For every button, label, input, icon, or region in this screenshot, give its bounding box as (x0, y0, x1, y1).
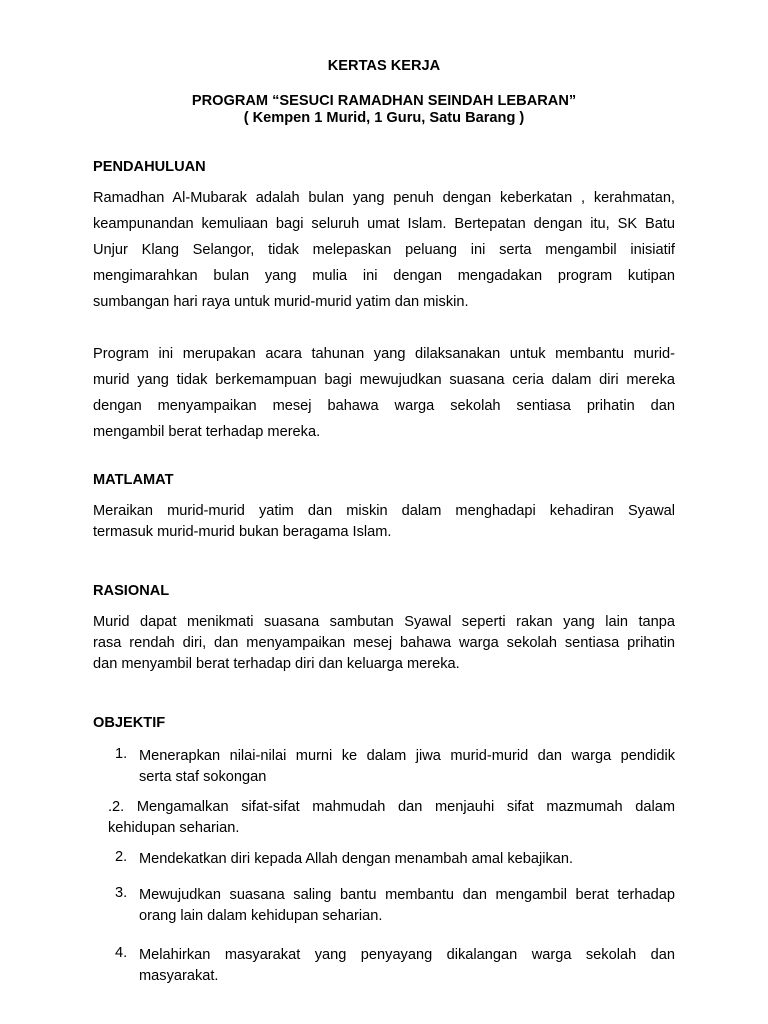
list-text (139, 849, 675, 870)
list-line: orang lain dalam kehidupan seharian. (139, 908, 383, 924)
paragraph-line: dan menyambil berat terhadap diri dan keluarga mereka. (93, 656, 460, 672)
paragraph-line: Unjur Klang Selangor, tidak melepaskan peluang ini serta mengambil inisiatif (93, 242, 675, 258)
list-line: Mewujudkan suasana saling bantu membantu dan mengambil berat terhadap (139, 887, 675, 903)
list-line: .2. Mengamalkan sifat-sifat mahmudah dan menjauhi sifat mazmumah dalam (108, 799, 675, 815)
paragraph-line: Meraikan murid-murid yatim dan miskin dalam menghadapi kehadiran Syawal (93, 503, 675, 519)
objective-item-3 (115, 849, 675, 870)
rasional-paragraph (93, 612, 675, 675)
list-number: 3. (115, 885, 128, 901)
pendahuluan-paragraph-1 (93, 185, 675, 315)
objective-item-1 (115, 746, 675, 788)
objective-item-5 (115, 945, 675, 987)
list-line: Melahirkan masyarakat yang penyayang dikalangan warga sekolah dan (139, 947, 675, 963)
list-number: 2. (115, 849, 128, 865)
list-text (139, 945, 675, 987)
objective-item-2 (108, 797, 675, 839)
list-text (139, 746, 675, 788)
list-number: 1. (115, 746, 128, 762)
section-heading-matlamat: MATLAMAT (93, 472, 174, 488)
paragraph-line: termasuk murid-murid bukan beragama Islam. (93, 524, 392, 540)
program-subtitle: ( Kempen 1 Murid, 1 Guru, Satu Barang ) (243, 110, 525, 126)
paragraph-line: Ramadhan Al-Mubarak adalah bulan yang penuh dengan keberkatan , kerahmatan, (93, 190, 675, 206)
paragraph-line: mengimarahkan bulan yang mulia ini dengan mengadakan program kutipan (93, 268, 675, 284)
section-heading-objektif: OBJEKTIF (93, 715, 166, 731)
list-text (139, 885, 675, 927)
list-line: Mendekatkan diri kepada Allah dengan menambah amal kebajikan. (139, 851, 574, 867)
objective-item-4 (115, 885, 675, 927)
document-title: KERTAS KERJA (327, 58, 441, 74)
paragraph-line: keampunandan kemuliaan bagi seluruh umat Islam. Bertepatan dengan itu, SK Batu (93, 216, 675, 232)
list-line: kehidupan seharian. (108, 820, 240, 836)
paragraph-line: rasa rendah diri, dan menyampaikan mesej bahawa warga sekolah sentiasa prihatin (93, 635, 675, 651)
paragraph-line: mengambil berat terhadap mereka. (93, 424, 321, 440)
paragraph-line: Program ini merupakan acara tahunan yang dilaksanakan untuk membantu murid- (93, 346, 675, 362)
list-line: Menerapkan nilai-nilai murni ke dalam jiwa murid-murid dan warga pendidik (139, 748, 675, 764)
paragraph-line: sumbangan hari raya untuk murid-murid yatim dan miskin. (93, 294, 469, 310)
section-heading-pendahuluan: PENDAHULUAN (93, 159, 206, 175)
paragraph-line: Murid dapat menikmati suasana sambutan Syawal seperti rakan yang lain tanpa (93, 614, 675, 630)
matlamat-paragraph (93, 501, 675, 543)
list-line: masyarakat. (139, 968, 219, 984)
section-heading-rasional: RASIONAL (93, 583, 170, 599)
list-line: serta staf sokongan (139, 769, 267, 785)
program-title: PROGRAM “SESUCI RAMADHAN SEINDAH LEBARAN” (191, 93, 577, 109)
paragraph-line: murid yang tidak berkemampuan bagi mewujudkan suasana ceria dalam diri mereka (93, 372, 675, 388)
pendahuluan-paragraph-2 (93, 341, 675, 445)
list-number: 4. (115, 945, 128, 961)
paragraph-line: dengan menyampaikan mesej bahawa warga sekolah sentiasa prihatin dan (93, 398, 675, 414)
